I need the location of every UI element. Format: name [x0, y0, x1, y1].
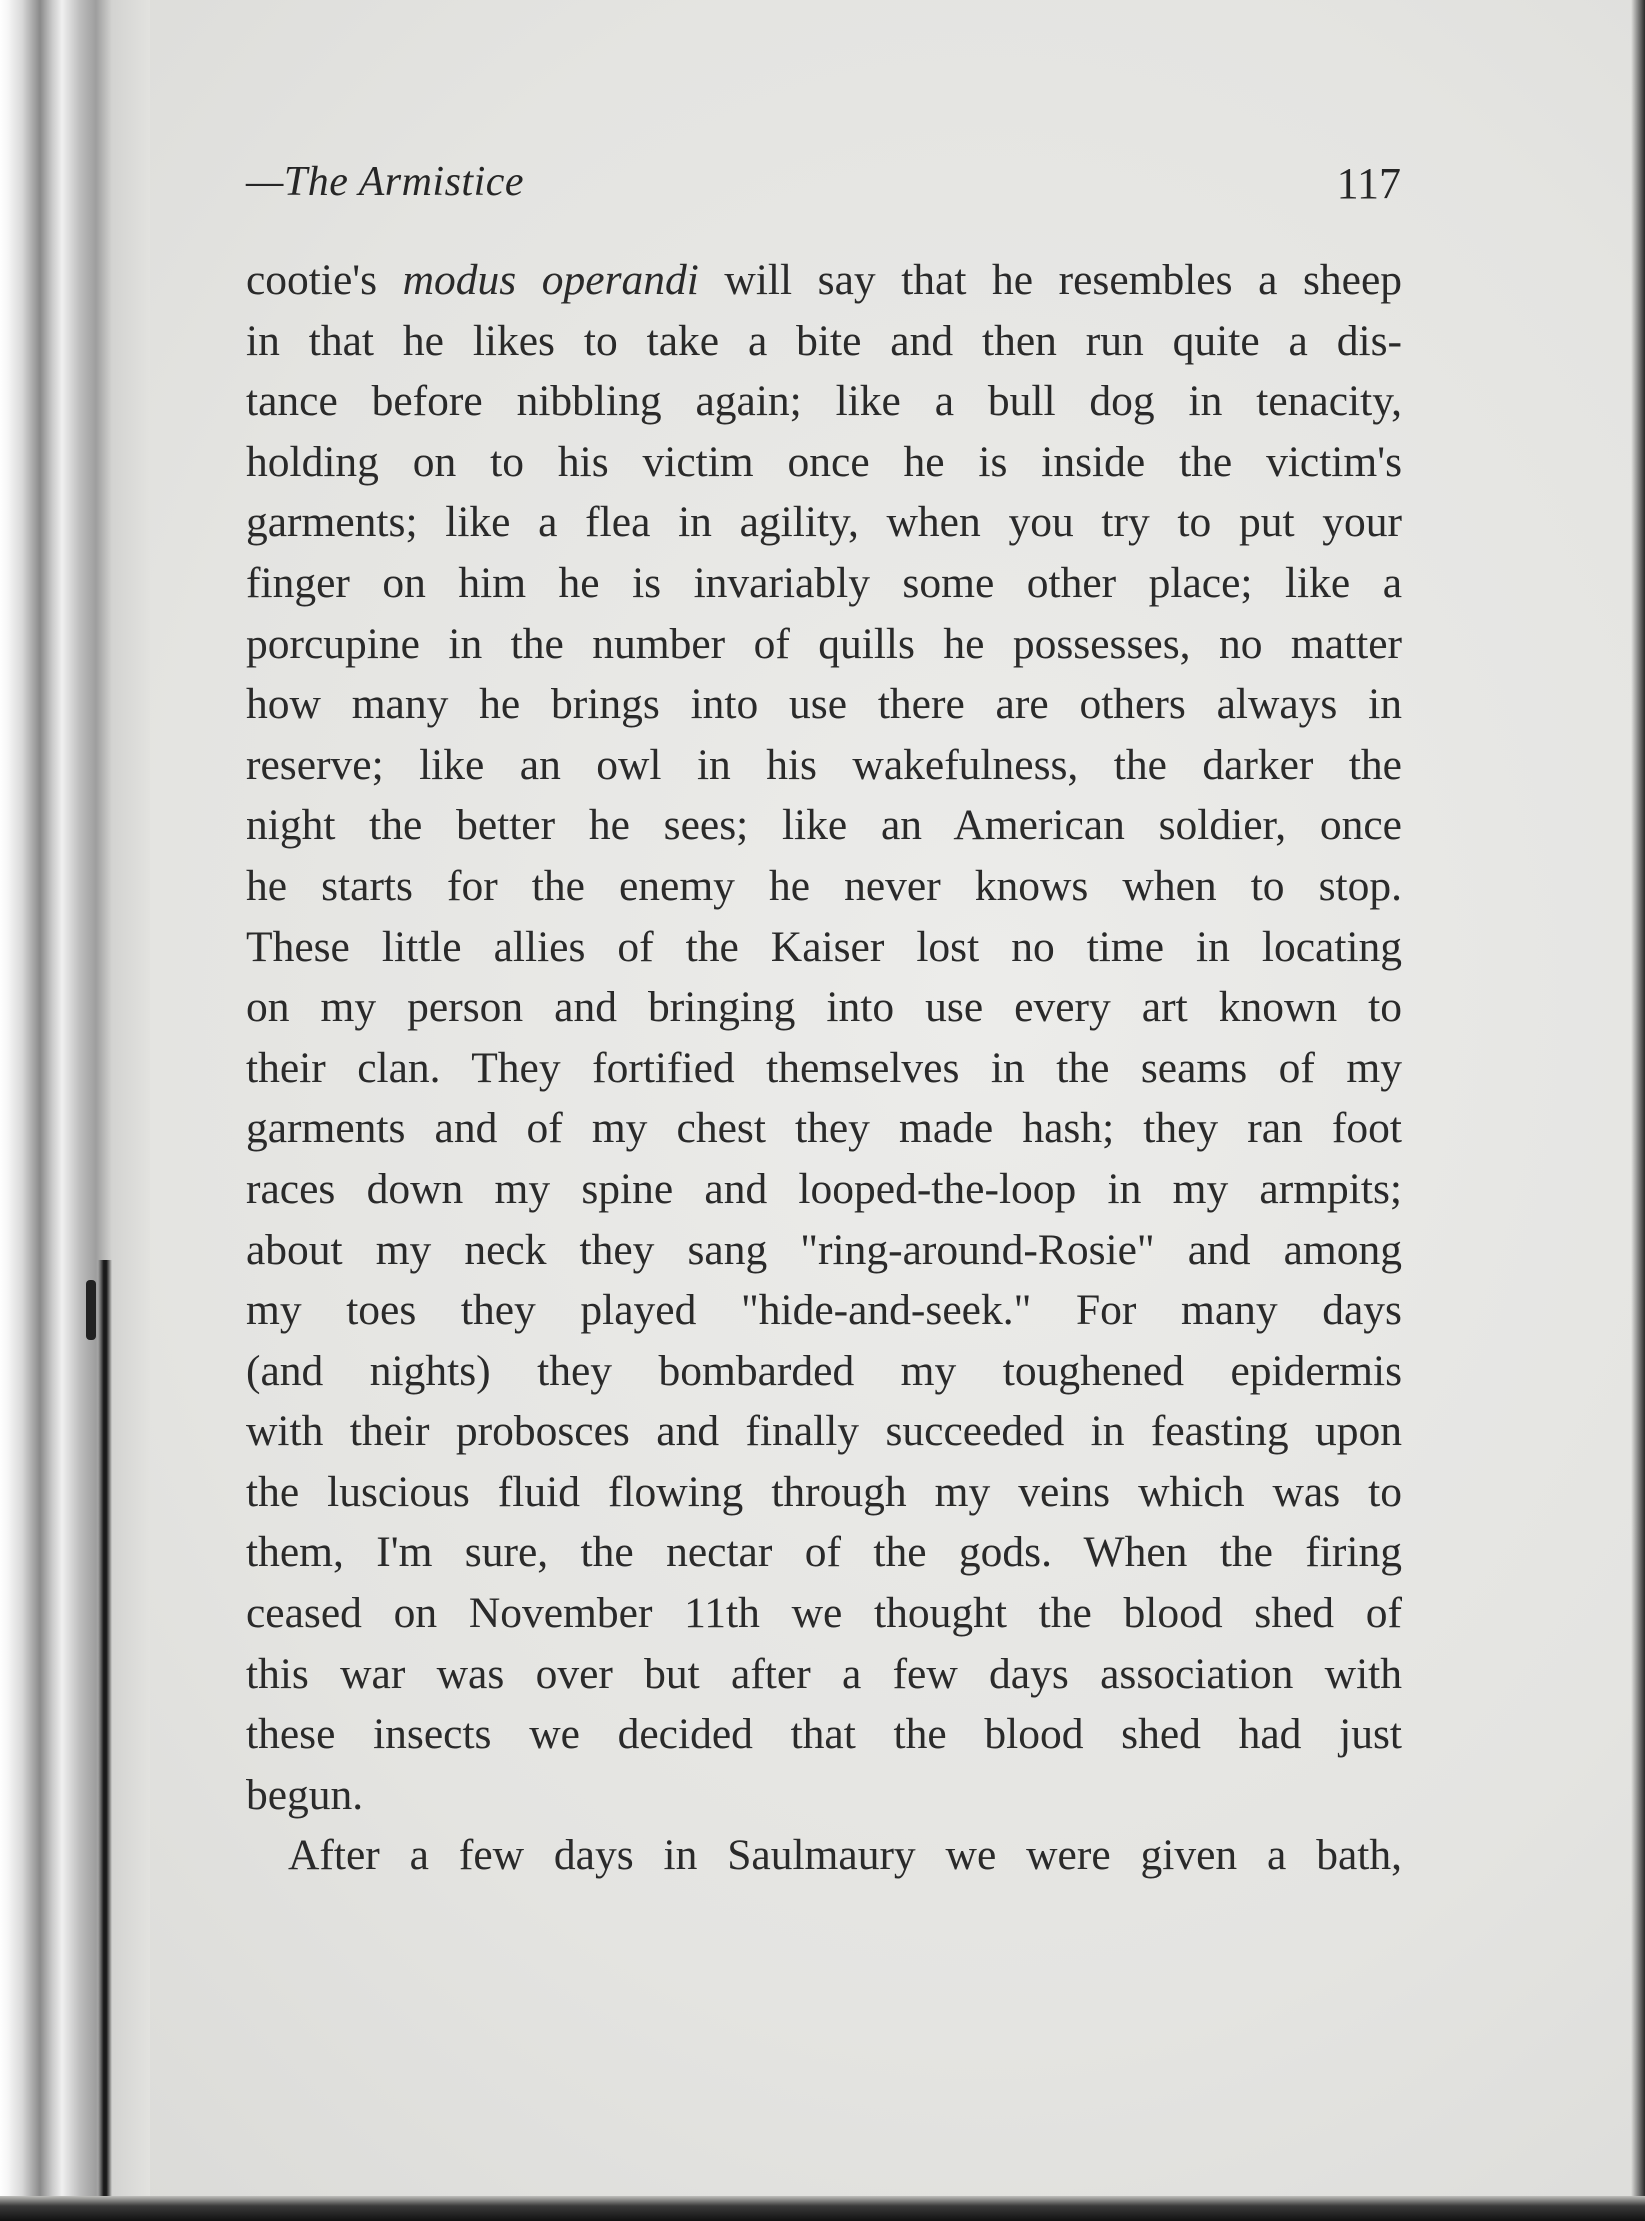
text-line: These little allies of the Kaiser lost no time in locating [246, 922, 1402, 971]
text-line: garments; like a flea in agility, when you try to put your [246, 498, 1402, 547]
text-line: porcupine in the number of quills he possesses, no matter [246, 619, 1402, 668]
page-number: 117 [1336, 159, 1401, 208]
text-line: night the better he sees; like an American soldier, once [246, 801, 1402, 850]
text-line: on my person and bringing into use every art known to [246, 983, 1402, 1032]
text-line: how many he brings into use there are others always in [246, 680, 1402, 729]
text-line: these insects we decided that the blood shed had just [246, 1710, 1402, 1759]
text-line: finger on him he is invariably some other place; like a [246, 558, 1402, 607]
text-line: ceased on November 11th we thought the blood shed of [246, 1589, 1402, 1638]
page-header [246, 150, 1401, 220]
text-line: this war was over but after a few days association with [246, 1649, 1402, 1698]
paragraph-end-line: begun. [246, 1770, 364, 1819]
italic-phrase: modus operandi [402, 256, 699, 304]
paragraph-first-line: After a few days in Saulmaury we were given a bath, [288, 1831, 1402, 1880]
text-run: cootie's [246, 256, 403, 304]
text-line-1 [246, 250, 1402, 311]
binding-notch [86, 1280, 96, 1340]
text-line: holding on to his victim once he is inside the victim's [246, 437, 1402, 486]
running-head: —The Armistice [246, 159, 525, 205]
text-line: in that he likes to take a bite and then run quite a dis- [246, 316, 1402, 365]
text-line: races down my spine and looped-the-loop in my armpits; [246, 1164, 1402, 1213]
text-line: he starts for the enemy he never knows when to stop. [246, 861, 1402, 910]
text-run: will say that he resembles a sheep [698, 256, 1403, 304]
body-text [246, 250, 1402, 1886]
page-bottom-edge [0, 2196, 1645, 2221]
text-line: with their probosces and finally succeeded in feasting upon [246, 1407, 1402, 1456]
page-right-edge [1631, 0, 1645, 2221]
text-line: reserve; like an owl in his wakefulness, the darker the [246, 740, 1402, 789]
book-gutter [0, 0, 150, 2221]
text-line: garments and of my chest they made hash; they ran foot [246, 1104, 1402, 1153]
text-line: (and nights) they bombarded my toughened epidermis [246, 1346, 1402, 1395]
binding-shadow [98, 1260, 112, 2210]
text-line: the luscious fluid flowing through my veins which was to [246, 1467, 1402, 1516]
text-line: them, I'm sure, the nectar of the gods. When the firing [246, 1528, 1402, 1577]
text-line: their clan. They fortified themselves in the seams of my [246, 1043, 1402, 1092]
text-line: my toes they played "hide-and-seek." For many days [246, 1286, 1402, 1335]
text-line: tance before nibbling again; like a bull dog in tenacity, [246, 377, 1402, 426]
text-line: about my neck they sang "ring-around-Rosie" and among [246, 1225, 1402, 1274]
